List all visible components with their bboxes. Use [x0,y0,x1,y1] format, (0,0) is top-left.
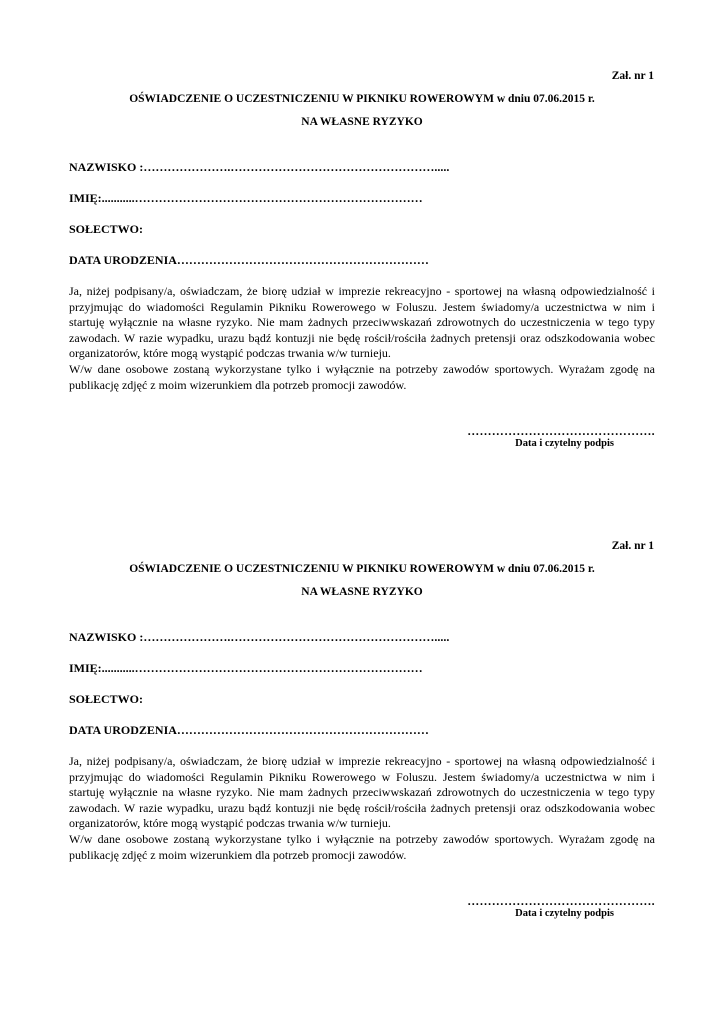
declaration-form-2 [0,470,724,919]
signature-label: Data i czytelny podpis [515,908,614,919]
declaration-body [69,754,655,863]
first-name-field[interactable]: IMIĘ:...........……………………………………………………………… [69,661,423,675]
form-title: OŚWIADCZENIE O UCZESTNICZENIU W PIKNIKU ROWEROWYM w dniu 07.06.2015 r. [129,563,595,575]
form-title: OŚWIADCZENIE O UCZESTNICZENIU W PIKNIKU ROWEROWYM w dniu 07.06.2015 r. [129,93,595,105]
attachment-label: Zał. nr 1 [611,70,654,82]
signature-line[interactable]: ………………………………………. [467,424,655,438]
surname-field[interactable]: NAZWISKO :………………….……………………………………………..... [69,160,450,174]
village-field[interactable]: SOŁECTWO: [69,692,144,706]
first-name-field[interactable]: IMIĘ:...........……………………………………………………………… [69,191,423,205]
attachment-label: Zał. nr 1 [611,540,654,552]
declaration-body [69,284,655,393]
birthdate-field[interactable]: DATA URODZENIA……………………………………………………… [69,253,429,267]
birthdate-field[interactable]: DATA URODZENIA……………………………………………………… [69,723,429,737]
form-subtitle: NA WŁASNE RYZYKO [301,116,423,128]
surname-field[interactable]: NAZWISKO :………………….……………………………………………..... [69,630,450,644]
data-consent-paragraph: W/w dane osobowe zostaną wykorzystane tylko i wyłącznie na potrzeby zawodów sportowych. Wyrażam zgodę na publikację zdjęć z moim wizerunkiem dla potrzeb promocji zawodów. [69,361,655,392]
signature-line[interactable]: ………………………………………. [467,894,655,908]
data-consent-paragraph: W/w dane osobowe zostaną wykorzystane tylko i wyłącznie na potrzeby zawodów sportowych. Wyrażam zgodę na publikację zdjęć z moim wizerunkiem dla potrzeb promocji zawodów. [69,831,655,862]
form-subtitle: NA WŁASNE RYZYKO [301,586,423,598]
declaration-paragraph: Ja, niżej podpisany/a, oświadczam, że biorę udział w imprezie rekreacyjno - sportowej na własną odpowiedzialność i przyjmując do wiadomości Regulamin Pikniku Rowerowego w Foluszu. Jestem świadomy/a uczestnictwa w nim i startuję wyłącznie na własne ryzyko. Nie mam żadnych przeciwwskazań zdrowotnych do uczestniczenia w tego typy zawodach. W razie wypadku, urazu bądź kontuzji nie będę rościł/rościła żadnych pretensji oraz odszkodowania wobec organizatorów, które mogą wystąpić podczas trwania w/w turnieju. [69,754,655,831]
declaration-paragraph: Ja, niżej podpisany/a, oświadczam, że biorę udział w imprezie rekreacyjno - sportowej na własną odpowiedzialność i przyjmując do wiadomości Regulamin Pikniku Rowerowego w Foluszu. Jestem świadomy/a uczestnictwa w nim i startuję wyłącznie na własne ryzyko. Nie mam żadnych przeciwwskazań zdrowotnych do uczestniczenia w tego typy zawodach. W razie wypadku, urazu bądź kontuzji nie będę rościł/rościła żadnych pretensji oraz odszkodowania wobec organizatorów, które mogą wystąpić podczas trwania w/w turnieju. [69,284,655,361]
declaration-form-1 [0,0,724,449]
village-field[interactable]: SOŁECTWO: [69,222,144,236]
signature-label: Data i czytelny podpis [515,438,614,449]
